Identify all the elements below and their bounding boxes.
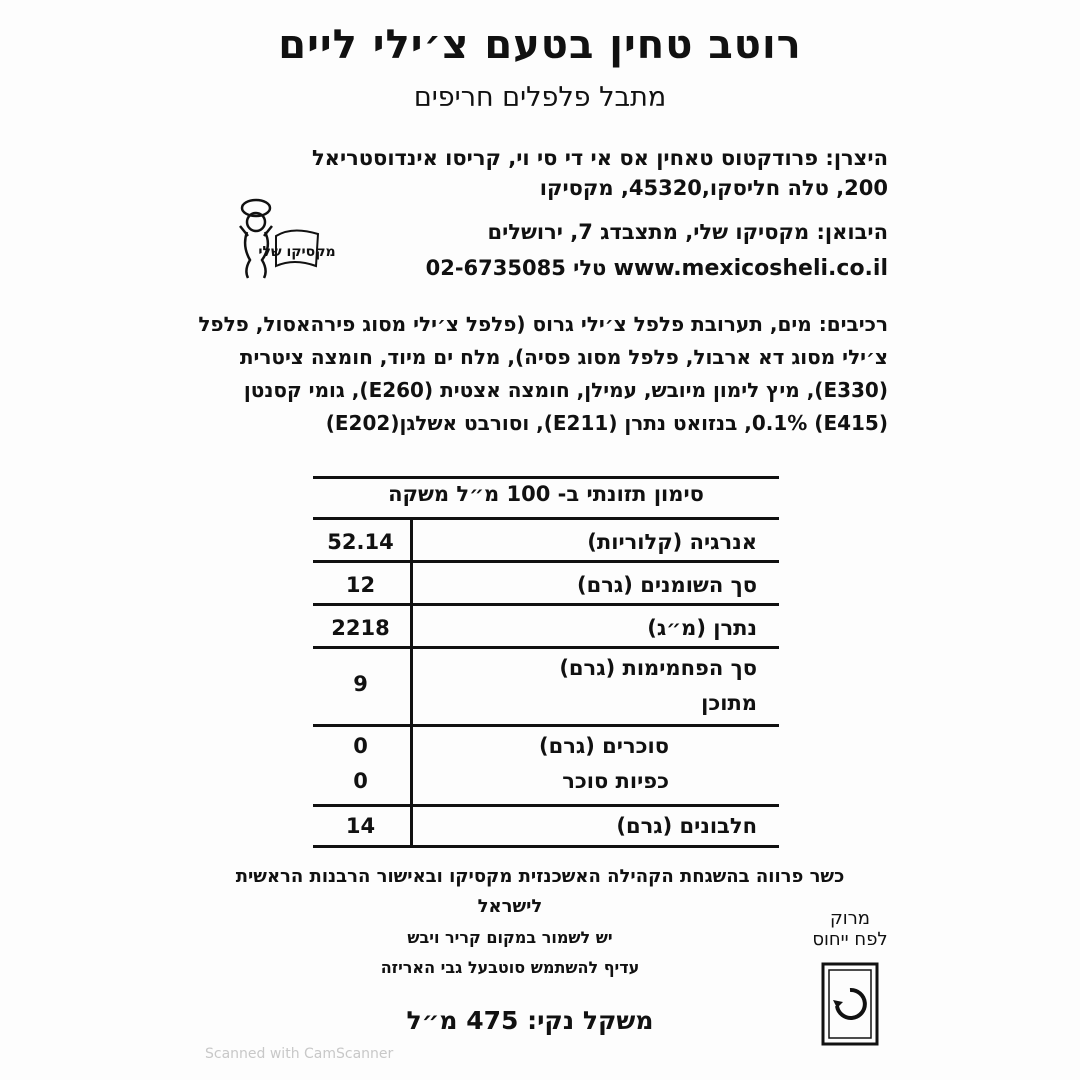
nutrition-row-value: 0 <box>353 769 368 793</box>
nutrition-row-name: סוכרים (גרם) <box>539 734 669 758</box>
table-divider <box>313 560 779 563</box>
table-column-divider <box>410 517 413 848</box>
logo-text: מקסיקו שלי <box>258 244 336 260</box>
importer-phone: 02-6735085 <box>425 256 566 280</box>
importer-phone-label: טלי <box>573 256 607 280</box>
nutrition-row-name: נתרן (מ״ג) <box>647 616 757 640</box>
chef-figure-icon <box>232 196 336 284</box>
kosher-line-1: כשר פרווה בהשגחת הקהילה האשכנזית מקסיקו ובאישור הרבנות הראשית <box>235 866 845 887</box>
ingredients-line-3: (E330), מיץ לימון מיובש, עמילן, חומצה אצטית (E260), גומי קסנטן <box>243 378 888 402</box>
ingredients-text-1: מים, תערובת פלפל צ׳ילי גרוס (פלפל צ׳ילי מסוג פירהאסול, פלפל <box>198 312 812 336</box>
importer-line-1 <box>487 220 888 244</box>
nutrition-row-value: 14 <box>345 814 376 838</box>
producer-line-2: 200, טלה חליסקו,45320, מקסיקו <box>539 176 888 200</box>
recycle-label-1: מרוק <box>829 908 871 929</box>
nutrition-row-subname: כפיות סוכר <box>562 769 669 793</box>
nutrition-row-value: 2218 <box>331 616 390 640</box>
scanner-watermark: Scanned with CamScanner <box>205 1046 394 1062</box>
table-divider <box>313 724 779 727</box>
recycle-label-2: לפח ייחוס <box>812 929 888 950</box>
nutrition-row-value: 9 <box>353 672 368 696</box>
importer-website[interactable]: www.mexicosheli.co.il <box>613 256 888 281</box>
table-border-top <box>313 476 779 479</box>
ingredients-line-4: (E415) 0.1%, בנזואט נתרן (E211), וסורבט אשלגן(E202) <box>325 411 888 435</box>
kosher-line-2: לישראל <box>477 896 543 917</box>
recycle-bin-icon <box>815 956 885 1051</box>
nutrition-row-value: 12 <box>345 573 376 597</box>
table-divider <box>313 517 779 520</box>
net-weight: משקל נקי: 475 מ״ל <box>406 1006 654 1035</box>
ingredients-label: רכיבים: <box>818 312 888 336</box>
mexico-sheli-logo <box>232 196 336 284</box>
nutrition-table <box>313 476 779 848</box>
nutrition-row-value: 0 <box>353 734 368 758</box>
table-border-bottom <box>313 845 779 848</box>
nutrition-row-value: 52.14 <box>327 530 394 554</box>
ingredients-line-1 <box>198 312 888 336</box>
nutrition-row-name: אנרגיה (קלוריות) <box>587 530 757 554</box>
producer-text-1: פרודקטוס טאחין אס אי די סי וי, קריסו אינדוסטריאל <box>311 146 819 170</box>
storage-line-2: עדיף להשתמש סוטבעל גבי האריזה <box>380 958 640 977</box>
storage-line-1: יש לשמור במקום קריר ויבש <box>407 928 613 947</box>
ingredients-line-2: צ׳ילי מסוג דא ארבול, פלפל מסוג פסיה), מלח ים מיוד, חומצה ציטרית <box>239 345 888 369</box>
producer-label: היצרן: <box>825 146 888 170</box>
product-subtitle: מתבל פלפלים חריפים <box>413 82 667 113</box>
producer-line-1 <box>312 146 888 170</box>
recycle-mark <box>810 908 890 1051</box>
product-title: רוטב טחין בטעם צ׳ילי ליים <box>278 22 802 68</box>
nutrition-row-name: סך הפחמימות (גרם) <box>559 656 757 680</box>
importer-contact <box>426 256 888 281</box>
nutrition-row-name: סך השומנים (גרם) <box>577 573 757 597</box>
table-divider <box>313 603 779 606</box>
table-divider <box>313 804 779 807</box>
importer-label: היבואן: <box>816 220 888 244</box>
table-divider <box>313 646 779 649</box>
importer-address: מקסיקו שלי, מתצבדג 7, ירושלים <box>487 220 810 244</box>
nutrition-row-name: חלבונים (גרם) <box>616 814 757 838</box>
nutrition-row-subname: מתוכן <box>701 691 757 715</box>
nutrition-header: סימון תזונתי ב- 100 מ״ל משקה <box>388 482 704 506</box>
